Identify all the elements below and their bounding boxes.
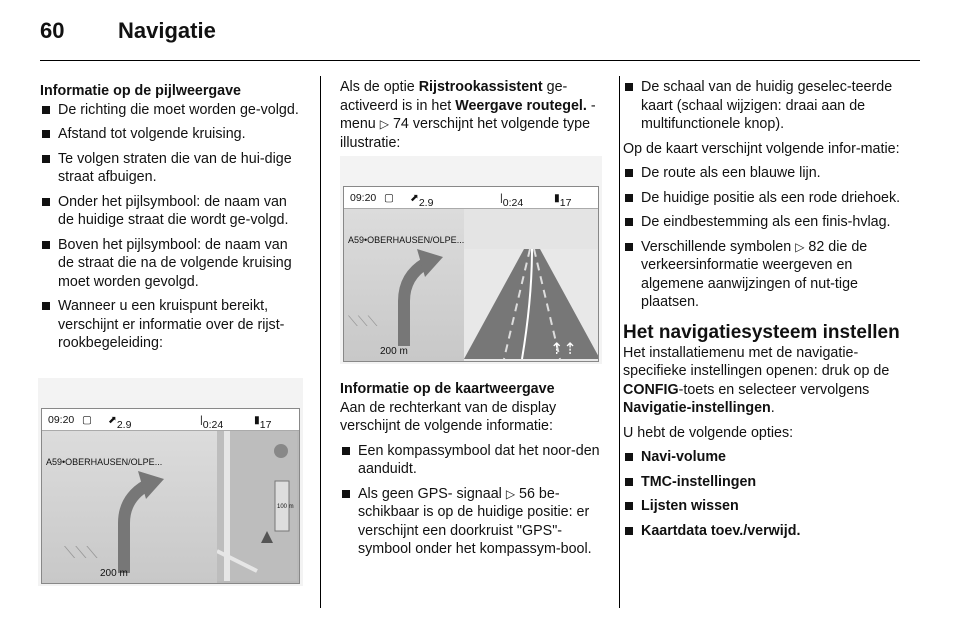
list-item: Als geen GPS- signaal ▷ 56 be-schikbaar is op de huidige positie: er verschijnt een doorkruist "GPS"-symbool onder het kompassym-bool. bbox=[340, 485, 605, 559]
bullet-icon bbox=[625, 218, 633, 226]
list-item: Te volgen straten die van de hui-dige straat afbuigen. bbox=[40, 150, 305, 187]
distance-text: ⬈ 2.9 bbox=[108, 414, 132, 431]
header-divider bbox=[40, 60, 920, 61]
settings-paragraph: Het installatiemenu met de navigatie-specifieke instellingen openen: druk op de CONFIG-toets en selecteer vervolgens Navigatie-instellingen. bbox=[623, 344, 890, 416]
turn-distance-text: 200 m bbox=[100, 568, 128, 579]
bullet-icon bbox=[625, 83, 633, 91]
map-scale-text: 100 m bbox=[277, 504, 294, 510]
subheading-map-view: Informatie op de kaartweergave bbox=[340, 381, 555, 397]
bullet-icon bbox=[625, 243, 633, 251]
nav-display-illustration-map bbox=[38, 378, 303, 586]
bullet-icon bbox=[42, 155, 50, 163]
route-icon: ▢ bbox=[384, 192, 394, 204]
list-item: Wanneer u een kruispunt bereikt, verschijnt er informatie over de rijst-rookbegeleiding: bbox=[40, 297, 305, 353]
option-item: Kaartdata toev./verwijd. bbox=[623, 522, 908, 541]
bullet-icon bbox=[625, 527, 633, 535]
bullet-icon bbox=[625, 502, 633, 510]
bullet-icon bbox=[42, 302, 50, 310]
arrival-time-text: | 0:24 bbox=[500, 192, 524, 209]
reference-arrow-icon: ▷ bbox=[379, 117, 389, 131]
bullet-icon bbox=[625, 478, 633, 486]
list-item: De route als een blauwe lijn. bbox=[623, 164, 908, 183]
list-item: Boven het pijlsymbool: de naam van de straat die na de volgende kruising moet worden gevolgd. bbox=[40, 236, 305, 292]
bullet-icon bbox=[42, 241, 50, 249]
nav-screen bbox=[41, 408, 300, 584]
bullet-icon bbox=[625, 453, 633, 461]
clock-text: 09:20 bbox=[48, 414, 75, 426]
column-divider-1 bbox=[320, 76, 321, 608]
nav-display-illustration-lanes bbox=[340, 156, 602, 364]
list-item: De schaal van de huidig geselec-teerde kaart (schaal wijzigen: draai aan de multifunctionele knop). bbox=[623, 78, 908, 134]
page-number: 60 bbox=[40, 18, 65, 43]
lane-assist-intro: Als de optie Rijstrookassistent ge-activeerd is in het Weergave routegel. -menu ▷ 74 verschijnt het volgende type illustratie: bbox=[340, 79, 596, 151]
map-info-paragraph: Op de kaart verschijnt volgende infor-matie: bbox=[623, 140, 900, 157]
svg-text:⟍⟍⟍: ⟍⟍⟍ bbox=[64, 543, 98, 562]
bullet-icon bbox=[342, 447, 350, 455]
nav-screen bbox=[343, 186, 599, 362]
turn-distance-text: 200 m bbox=[380, 346, 408, 357]
subheading-arrow-view: Informatie op de pijlweergave bbox=[40, 83, 242, 99]
clock-text: 09:20 bbox=[350, 192, 377, 204]
bullet-icon bbox=[342, 490, 350, 498]
svg-text:⟍⟍⟍: ⟍⟍⟍ bbox=[348, 314, 378, 330]
arrow-view-panel bbox=[42, 431, 217, 583]
street-name: A59•OBERHAUSEN/OLPE... bbox=[348, 235, 465, 245]
page-title: Navigatie bbox=[118, 18, 216, 43]
section-heading: Het navigatiesysteem instellen bbox=[623, 321, 900, 343]
column-divider-2 bbox=[619, 76, 620, 608]
column-1 bbox=[40, 82, 305, 353]
bullet-icon bbox=[625, 194, 633, 202]
reference-arrow-icon: ▷ bbox=[505, 486, 516, 501]
svg-text:⇡⇡: ⇡⇡ bbox=[550, 339, 577, 358]
bullet-icon bbox=[42, 130, 50, 138]
route-icon: ▢ bbox=[82, 414, 92, 426]
map-view-panel bbox=[217, 431, 299, 583]
list-item: De eindbestemming als een finis-hvlag. bbox=[623, 213, 908, 232]
column-3 bbox=[623, 78, 908, 540]
lane-view-panel bbox=[464, 209, 598, 361]
option-item: Lijsten wissen bbox=[623, 497, 908, 516]
turn-arrow-icon bbox=[344, 221, 464, 362]
turn-arrow-icon bbox=[42, 443, 217, 584]
reference-arrow-icon: ▷ bbox=[795, 239, 805, 254]
arrival-time-text: | 0:24 bbox=[200, 414, 224, 431]
list-item: Verschillende symbolen ▷ 82 die de verkeersinformatie weergeven en algemene aanwijzingen of nut-tige plaatsen. bbox=[623, 238, 908, 312]
status-bar bbox=[42, 409, 299, 431]
list-item: De huidige positie als een rode driehoek. bbox=[623, 189, 908, 208]
bullet-icon bbox=[42, 106, 50, 114]
bullet-icon bbox=[42, 198, 50, 206]
temperature-text: ▮ 17 bbox=[254, 414, 272, 431]
option-item: Navi-volume bbox=[623, 448, 908, 467]
options-intro: U hebt de volgende opties: bbox=[623, 424, 794, 441]
map-view-paragraph: Aan de rechterkant van de display verschijnt de volgende informatie: bbox=[340, 399, 557, 434]
compass-icon bbox=[274, 444, 288, 458]
option-item: TMC-instellingen bbox=[623, 473, 908, 492]
list-item: Onder het pijlsymbool: de naam van de huidige straat die wordt ge-volgd. bbox=[40, 193, 305, 230]
list-item: Een kompassymbool dat het noor-den aanduidt. bbox=[340, 442, 605, 479]
street-name: A59•OBERHAUSEN/OLPE... bbox=[46, 457, 163, 467]
bullet-icon bbox=[625, 169, 633, 177]
lane-assist-graphic bbox=[464, 209, 599, 359]
list-item: De richting die moet worden ge-volgd. bbox=[40, 101, 305, 120]
status-bar bbox=[344, 187, 598, 209]
list-item: Afstand tot volgende kruising. bbox=[40, 125, 305, 144]
distance-text: ⬈ 2.9 bbox=[410, 192, 434, 209]
arrow-view-panel bbox=[344, 209, 464, 361]
temperature-text: ▮ 17 bbox=[554, 192, 572, 209]
